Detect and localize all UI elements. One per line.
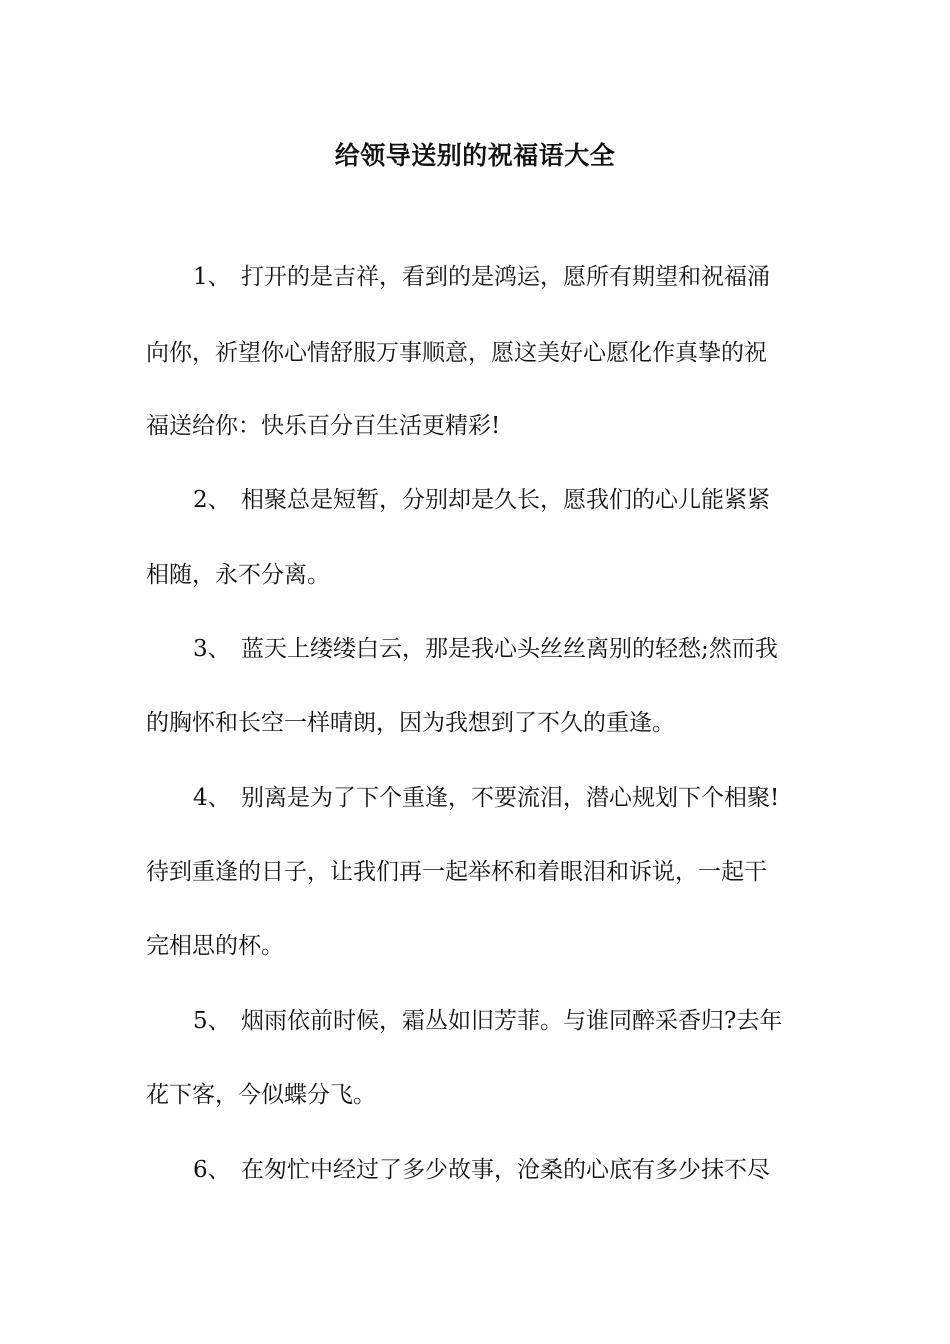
paragraph-4-line-1 — [193, 783, 873, 813]
item-number: 1、 — [193, 264, 231, 290]
item-number: 2、 — [193, 487, 231, 513]
item-number: 5、 — [193, 1008, 231, 1034]
paragraph-1-line-2: 向你，祈望你心情舒服万事顺意，愿这美好心愿化作真挚的祝 — [146, 340, 767, 366]
paragraph-3-line-1 — [193, 634, 873, 664]
paragraph-6-line-1 — [193, 1155, 873, 1185]
paragraph-4-line-2: 待到重逢的日子，让我们再一起举杯和着眼泪和诉说，一起干 — [146, 859, 767, 885]
item-number: 3、 — [193, 636, 231, 662]
paragraph-text: 打开的是吉祥，看到的是鸿运，愿所有期望和祝福涌 — [241, 264, 770, 290]
paragraph-5-line-2: 花下客，今似蝶分飞。 — [146, 1082, 376, 1108]
paragraph-3-line-2: 的胸怀和长空一样晴朗，因为我想到了不久的重逢。 — [146, 710, 675, 736]
paragraph-4-line-3: 完相思的杯。 — [146, 933, 284, 959]
item-number: 4、 — [193, 785, 231, 811]
paragraph-1-line-3: 福送给你：快乐百分百生活更精彩! — [146, 413, 501, 439]
paragraph-text: 蓝天上缕缕白云，那是我心头丝丝离别的轻愁;然而我 — [241, 636, 778, 662]
paragraph-2-line-2: 相随，永不分离。 — [146, 562, 330, 588]
paragraph-text: 烟雨依前时候，霜丛如旧芳菲。与谁同醉采香归?去年 — [241, 1008, 783, 1034]
item-number: 6、 — [193, 1157, 231, 1183]
paragraph-text: 相聚总是短暂，分别却是久长，愿我们的心儿能紧紧 — [241, 487, 770, 513]
paragraph-text: 在匆忙中经过了多少故事，沧桑的心底有多少抹不尽 — [241, 1157, 770, 1183]
document-title: 给领导送别的祝福语大全 — [334, 141, 616, 170]
paragraph-2-line-1 — [193, 485, 873, 515]
paragraph-text: 别离是为了下个重逢，不要流泪，潜心规划下个相聚! — [241, 785, 780, 811]
paragraph-5-line-1 — [193, 1006, 873, 1036]
paragraph-1-line-1 — [193, 262, 873, 292]
